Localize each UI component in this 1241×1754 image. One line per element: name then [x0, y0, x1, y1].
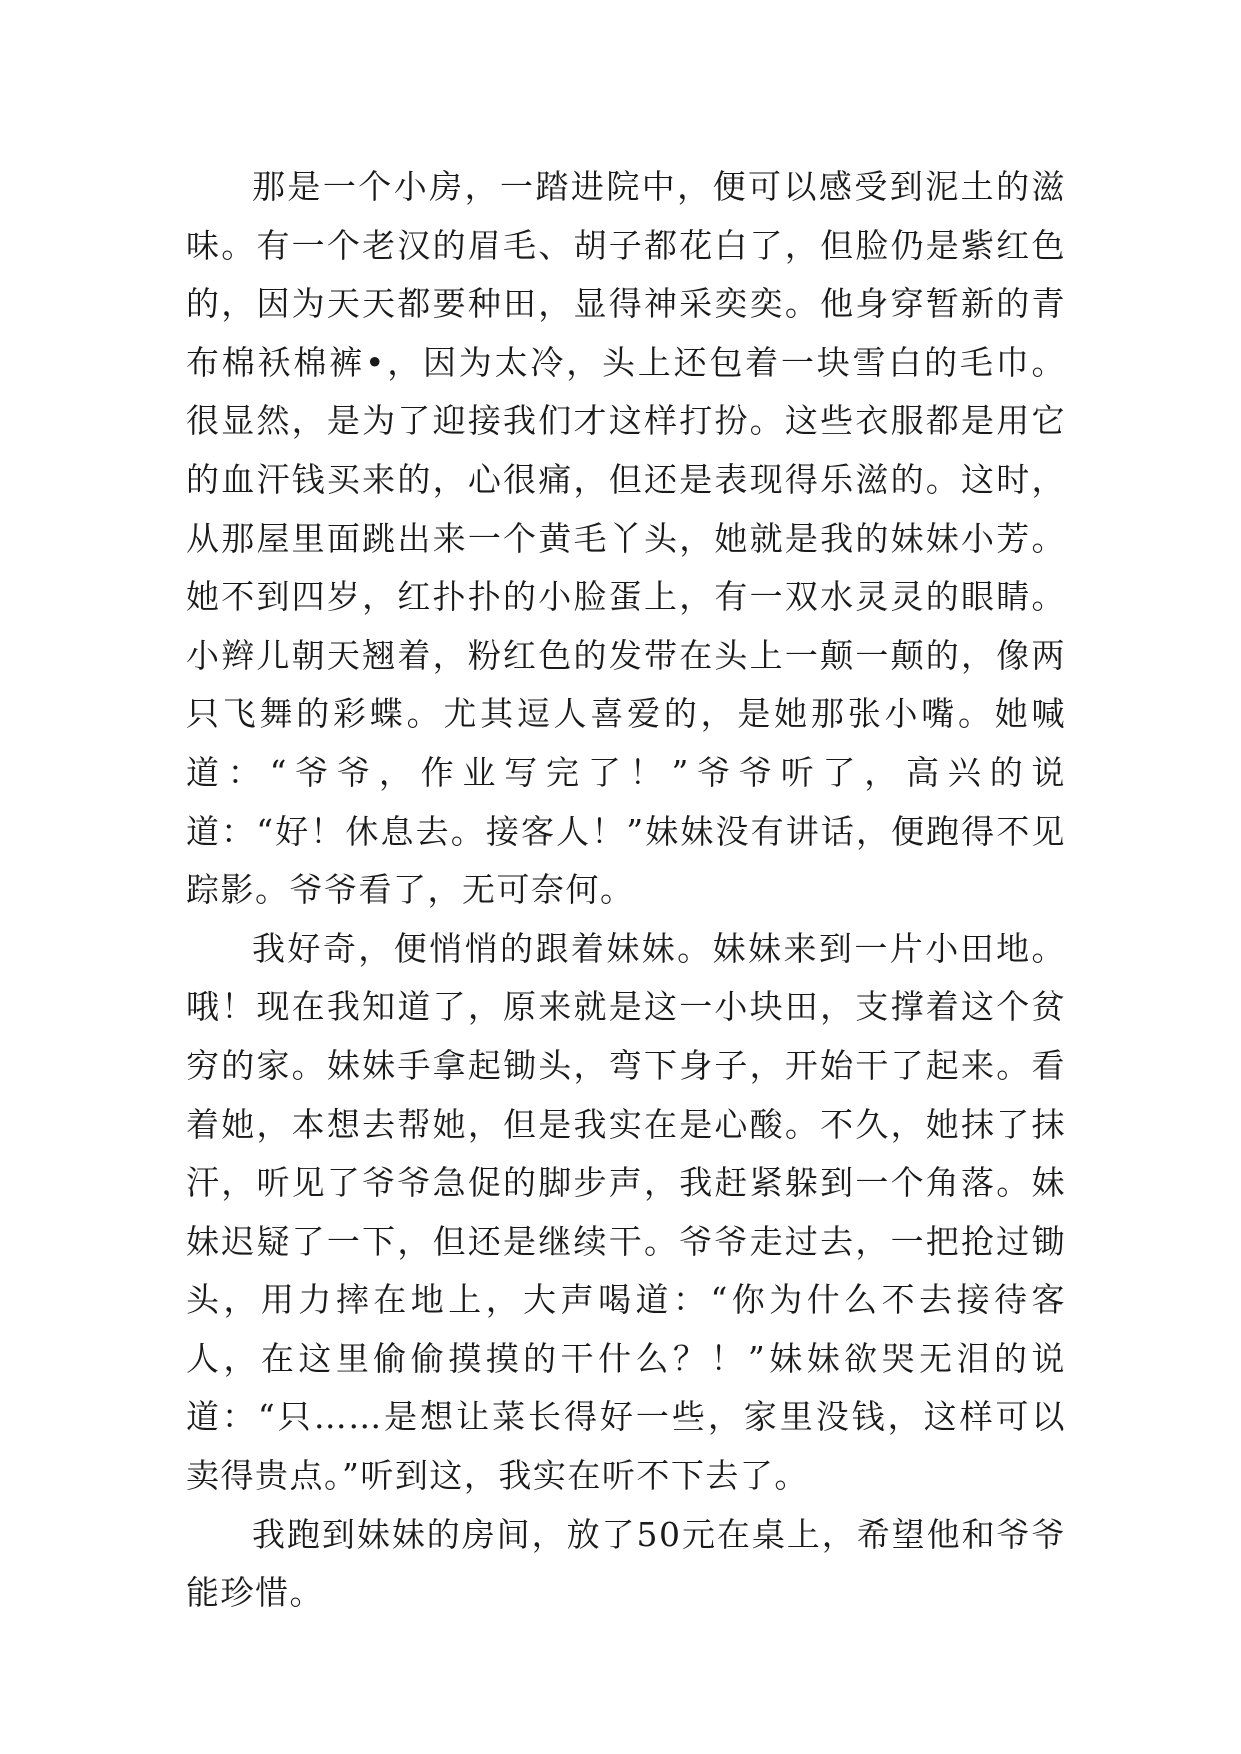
- paragraph-1: 那是一个小房，一踏进院中，便可以感受到泥土的滋味。有一个老汉的眉毛、胡子都花白了，但脸仍是紫红色的，因为天天都要种田，显得神采奕奕。他身穿暂新的青布棉袄棉裤•，因为太冷，头上还包着一块雪白的毛巾。很显然，是为了迎接我们才这样打扮。这些衣服都是用它的血汗钱买来的，心很痛，但还是表现得乐滋的。这时，从那屋里面跳出来一个黄毛丫头，她就是我的妹妹小芳。她不到四岁，红扑扑的小脸蛋上，有一双水灵灵的眼睛。小辫儿朝天翘着，粉红色的发带在头上一颠一颠的，像两只飞舞的彩蝶。尤其逗人喜爱的，是她那张小嘴。她喊道：“爷爷，作业写完了！”爷爷听了，高兴的说道：“好！休息去。接客人！”妹妹没有讲话，便跑得不见踪影。爷爷看了，无可奈何。: [186, 167, 1066, 910]
- body-text: [186, 158, 1066, 1623]
- paragraph-2: 我好奇，便悄悄的跟着妹妹。妹妹来到一片小田地。哦！现在我知道了，原来就是这一小块田，支撑着这个贫穷的家。妹妹手拿起锄头，弯下身子，开始干了起来。看着她，本想去帮她，但是我实在是心酸。不久，她抹了抹汗，听见了爷爷急促的脚步声，我赶紧躲到一个角落。妹妹迟疑了一下，但还是继续干。爷爷走过去，一把抢过锄头，用力摔在地上，大声喝道：“你为什么不去接待客人，在这里偷偷摸摸的干什么？！”妹妹欲哭无泪的说道：“只……是想让菜长得好一些，家里没钱，这样可以卖得贵点。”听到这，我实在听不下去了。: [186, 928, 1066, 1496]
- paragraph-3: 我跑到妹妹的房间，放了50元在桌上，希望他和爷爷能珍惜。: [186, 1514, 1066, 1613]
